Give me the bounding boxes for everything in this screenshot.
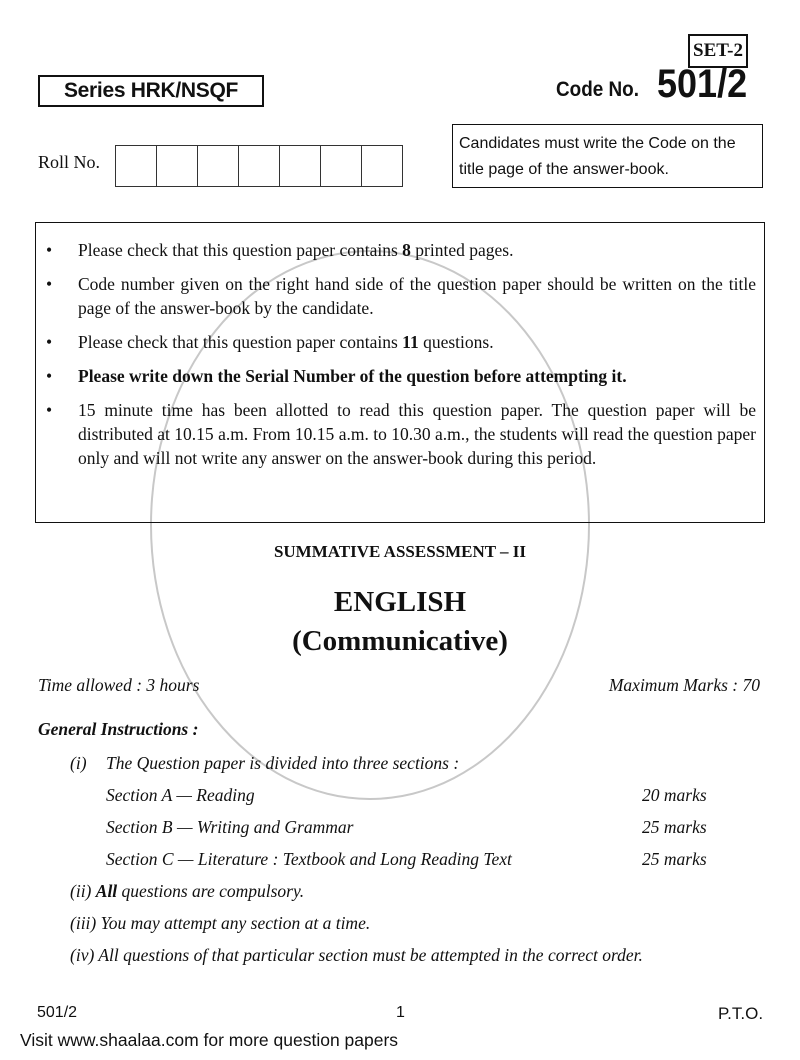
bullet-icon: • (46, 332, 53, 352)
section-a-name: Section A — Reading (106, 785, 255, 805)
section-a-marks: 20 marks (642, 785, 707, 805)
instruction-text (78, 398, 756, 470)
footer-pto: P.T.O. (718, 1004, 764, 1023)
instruction-text-post: printed pages. (410, 240, 514, 260)
footer-page-number: 1 (396, 1004, 405, 1021)
instruction-bullet-item (44, 364, 756, 388)
maximum-marks: Maximum Marks : 70 (608, 675, 760, 695)
instruction-text-pre: 15 minute time has been allotted to read this question paper. The question paper will be distributed at 10.15 a.m. From 10.15 a.m. to 10.30 a.m., the students will read the question paper only and will not write any answer on the answer-book during this period. (78, 400, 756, 468)
instruction-bullet-item (44, 330, 756, 354)
section-b-marks: 25 marks (642, 817, 707, 837)
instruction-text-pre: Please check that this question paper contains (78, 332, 403, 352)
section-c-name: Section C — Literature : Textbook and Long Reading Text (106, 849, 512, 869)
instruction-text-pre: Code number given on the right hand side of the question paper should be written on the title page of the answer-book by the candidate. (78, 274, 756, 318)
instructions-box (35, 222, 765, 523)
roll-number-cell[interactable] (157, 146, 198, 186)
instruction-i-text: The Question paper is divided into three sections : (106, 753, 460, 773)
code-label: Code No. (556, 78, 639, 101)
section-c-marks: 25 marks (642, 849, 707, 869)
bullet-icon: • (46, 240, 53, 260)
subject-subtitle: (Communicative) (292, 625, 508, 657)
section-b-name: Section B — Writing and Grammar (106, 817, 354, 837)
instruction-text-bold: Please write down the Serial Number of the question before attempting it. (78, 366, 627, 386)
bullet-icon: • (46, 400, 53, 420)
instruction-text (78, 238, 756, 262)
instruction-text-post: questions. (418, 332, 494, 352)
bullet-icon: • (46, 274, 53, 294)
general-instructions-heading: General Instructions : (38, 719, 199, 739)
instruction-i-number: (i) (70, 753, 87, 773)
instruction-text-bold: 8 (402, 240, 411, 260)
instruction-ii-bold: All (95, 881, 118, 901)
time-allowed: Time allowed : 3 hours (38, 675, 200, 695)
roll-number-cell[interactable] (321, 146, 362, 186)
instruction-text (78, 364, 756, 388)
instruction-text (78, 330, 756, 354)
instruction-iii: (iii) You may attempt any section at a time. (70, 913, 371, 933)
subject-title: ENGLISH (333, 586, 467, 618)
roll-number-cell[interactable] (362, 146, 402, 186)
instruction-iv: (iv) All questions of that particular section must be attempted in the correct order. (70, 945, 643, 965)
roll-number-boxes (115, 145, 403, 187)
roll-number-cell[interactable] (239, 146, 280, 186)
set-badge: SET-2 (688, 34, 748, 68)
instruction-ii-number: (ii) (70, 881, 92, 901)
instruction-ii-text: questions are compulsory. (117, 881, 305, 901)
roll-number-label: Roll No. (38, 152, 101, 172)
instruction-bullet-item (44, 398, 756, 470)
roll-number-cell[interactable] (116, 146, 157, 186)
roll-number-cell[interactable] (198, 146, 239, 186)
series-label: Series HRK/NSQF (38, 75, 264, 107)
instruction-text (78, 272, 756, 320)
instruction-bullet-item (44, 272, 756, 320)
roll-number-cell[interactable] (280, 146, 321, 186)
footer-code: 501/2 (37, 1004, 78, 1021)
code-number: 501/2 (657, 62, 748, 106)
assessment-title: SUMMATIVE ASSESSMENT – II (273, 542, 527, 561)
instruction-text-pre: Please check that this question paper contains (78, 240, 403, 260)
bullet-icon: • (46, 366, 53, 386)
instruction-ii (70, 881, 304, 902)
instruction-text-bold: 11 (402, 332, 419, 352)
footer-visit-link[interactable]: Visit www.shaalaa.com for more question papers (20, 1030, 399, 1050)
candidates-note: Candidates must write the Code on the title page of the answer-book. (452, 124, 763, 188)
instruction-bullet-item (44, 238, 756, 262)
